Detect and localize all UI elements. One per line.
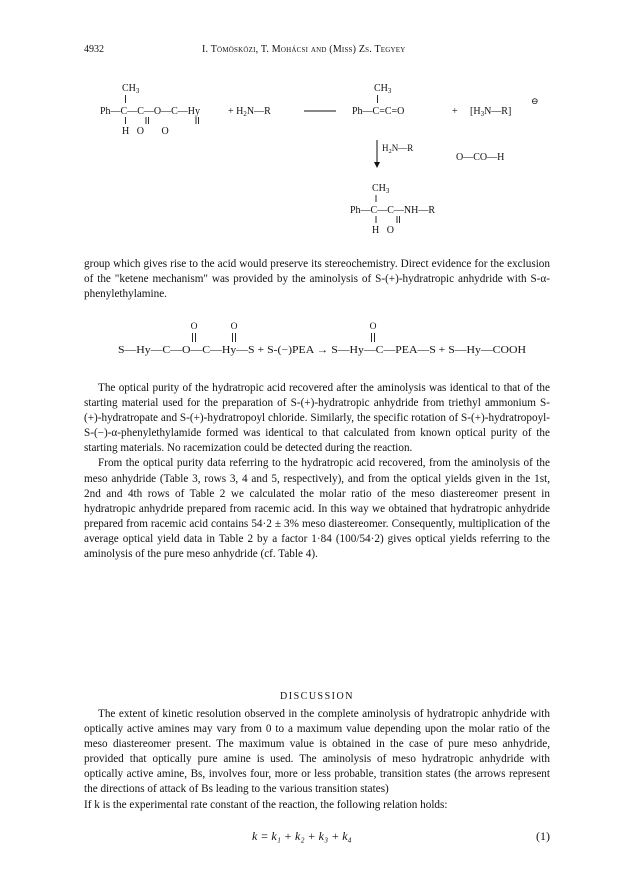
product-methyl: $CH_3$ — [372, 183, 390, 195]
paragraph-optical-purity: The optical purity of the hydratropic acid recovered after the aminolysis was identical to that of the starting material used for the preparation of S-(+)-hydratropic anhydride from triethyl ammonium S-(+)-hydratropate and S-(+)-hydratropoyl chloride. Similarly, the specific rotation of S-(+)-hydratropoyl-S-(−)-α-phenylethylamide formed was identical to that calculated from known optical purity of the starting materials. No racemization could be detected during the reaction. From the optical purity data referring to the hydratropic acid recovered, from the aminolysis of the meso anhydride (Table 3, rows 3, 4 and 5, respectively), and from the optical yields given in the 1st, 2nd and 4th rows of Table 2 we calculated the molar ratio of the meso diastereomer present in hydratropic anhydride prepared from racemic acid. In this way we obtained that hydratropic anhydride prepared from racemic acid contains 54·2 ± 3% meso diastereomer. Consequently, multiplication of the average optical yield data in Table 2 by a factor 1·84 (100/54·2) gives optical yields referring to the aminolysis of the pure meso anhydride (cf. Table 4). — [84, 382, 550, 561]
equation-number: (1) — [536, 829, 550, 843]
carboxylate-anion: O—CO—H — [456, 152, 505, 163]
product-formula: Ph—C—C—NH—R — [350, 205, 436, 216]
aminolysis-equation: S—Hy—C—O—C—Hy—S + S-(−)PEA → S—Hy—C—PEA—S + S—Hy—COOH — [118, 345, 526, 356]
running-authors: I. Tömösközi, T. Mohácsi and (Miss) Zs. Tegyey — [202, 44, 406, 55]
product-substituents: H O — [372, 225, 394, 236]
carbonyl-oxygen-2: O — [230, 322, 238, 332]
ketene-methyl: $CH_3$ — [374, 83, 392, 95]
equation-expression: k = k₁ + k₂ + k₃ + k₄ — [252, 829, 352, 843]
paragraph-ketene-exclusion: group which gives rise to the acid would preserve its stereochemistry. Direct evidence for the exclusion of the "ketene mechanism" was provided by the aminolysis of S-(+)-hydratropic anhydride with S-α-phenylethylamine. — [84, 258, 550, 301]
reactant-substituents: H O O — [122, 126, 169, 137]
carbonyl-oxygen-3: O — [369, 322, 377, 332]
ammonium-ion: $[H_3N—R]$ — [470, 106, 512, 118]
ketene-formula: Ph—C=C=O — [352, 106, 405, 117]
page-number: 4932 — [84, 44, 104, 55]
reaction-scheme-aminolysis — [0, 0, 624, 380]
charge-symbol: ⊖ — [531, 96, 539, 106]
paragraph-kinetic-resolution: The extent of kinetic resolution observed in the complete aminolysis of hydratropic anhydride with optically active amines may vary from 0 to a maximum value depending upon the molar ratio of the meso diastereomer present. The maximum value is obtained in the case of pure meso anhydride, provided that optically pure amine is used. The aminolysis of meso hydratropic anhydride with optically active amine, Bs, involves four, more or less probable, transition states (the arrows represent the directions of attack of Bs leading to the various transition states) If k is the experimental rate constant of the reaction, the following relation holds: — [84, 708, 550, 811]
amine-reagent: + $H_2N—R$ — [228, 106, 271, 118]
step-reagent: $H_2N—R$ — [382, 143, 414, 155]
reactant-formula: Ph—C—C—O—C—Hy — [100, 106, 201, 117]
ketene-plus: + — [452, 106, 458, 117]
carbonyl-oxygen-1: O — [190, 322, 198, 332]
reactant-methyl: $CH_3$ — [122, 83, 140, 95]
section-heading-discussion: DISCUSSION — [280, 691, 354, 702]
